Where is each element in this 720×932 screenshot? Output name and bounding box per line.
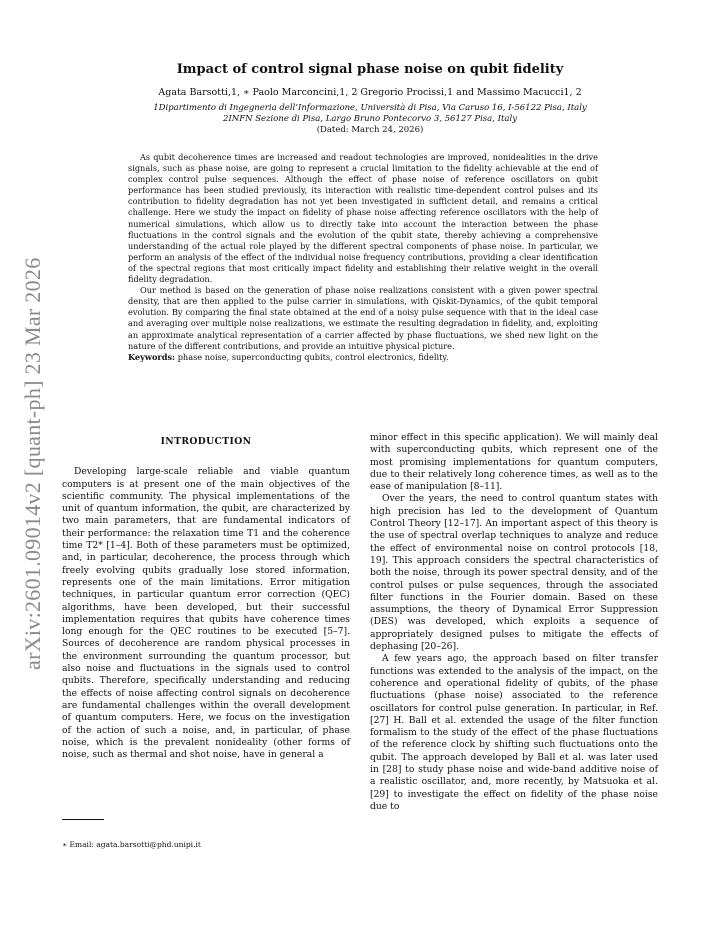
author-list: Agata Barsotti,1, ∗ Paolo Marconcini,1, 2 Gregorio Procissi,1 and Massimo Macucci1, 2 [158, 87, 582, 98]
keywords-text: phase noise, superconducting qubits, control electronics, fidelity. [175, 351, 449, 362]
date-line: (Dated: March 24, 2026) [316, 125, 424, 135]
abstract-paragraph-2: Our method is based on the generation of phase noise realizations consistent with a given power spectral density, that are then applied to the pulse carrier in simulations, with Qiskit-Dynamics, of the qubit temporal evolution. By comparing the final state obtained at the end of a noisy pulse sequence with that in the ideal case and averaging over multiple noise realizations, we estimate the resulting degradation in fidelity, and, exploiting an approximate analytical representation of a carrier affected by phase fluctuations, we shed new light on the nature of the different contributions, and provide an intuitive physical picture. [128, 285, 598, 351]
affiliation-1: 1Dipartimento di Ingegneria dell’Informazione, Università di Pisa, Via Caruso 16, I-56122 Pisa, Italy [153, 103, 587, 113]
paper-title: Impact of control signal phase noise on qubit fidelity [176, 62, 564, 77]
intro-paragraph-2: Over the years, the need to control quantum states with high precision has led to the development of Quantum Control Theory [12–17]. An important aspect of this theory is the use of spectral overlap techniques to analyze and reduce the effect of environmental noise on control protocols [18, 19]. This approach considers the spectral characteristics of both the noise, through its power spectral density, and of the control pulses or pulse sequences, through the associated filter functions in the Fourier domain. Based on these assumptions, the theory of Dynamical Error Suppression (DES) was developed, which exploits a sequence of appropriately designed pulses to mitigate the effects of dephasing [20–26]. [370, 493, 658, 653]
abstract [128, 152, 598, 363]
left-column [62, 432, 350, 761]
paper-header [110, 62, 630, 136]
keywords-label: Keywords: [128, 351, 176, 362]
section-heading-introduction: INTRODUCTION [160, 436, 252, 447]
arxiv-identifier: arXiv:2601.09014v2 [quant-ph] 23 Mar 2026 [20, 257, 45, 670]
intro-paragraph-continued: minor effect in this specific application). We will mainly deal with superconducting qubits, which represent one of the most promising implementations for quantum computers, due to their relatively long coherence times, as well as to the ease of manipulation [8–11]. [370, 432, 658, 493]
abstract-paragraph-1: As qubit decoherence times are increased and readout technologies are improved, nonidealities in the drive signals, such as phase noise, are going to represent a crucial limitation to the fidelity achievable at the end of complex control pulse sequences. Although the effect of phase noise of reference oscillators on qubit performance has been studied previously, its interaction with realistic time-dependent control pulses and its contribution to fidelity degradation has not yet been investigated in sufficient detail, and remains a critical challenge. Here we study the impact on fidelity of phase noise affecting reference oscillators with the help of numerical simulations, which allow us to directly take into account the interaction between the phase fluctuations in the control signals and the evolution of the qubit state, thereby achieving a comprehensive understanding of the actual role played by the different spectral components of phase noise. In particular, we perform an analysis of the effect of the individual noise frequency contributions, providing a clear identification of the spectral regions that most critically impact fidelity and establishing their relative weight in the overall fidelity degradation. [128, 152, 598, 285]
intro-paragraph-1: Developing large-scale reliable and viable quantum computers is at present one of the main objectives of the scientific community. The physical implementations of the unit of quantum information, the qubit, are characterized by two main parameters, that are fundamental indicators of their performance: the relaxation time T1 and the coherence time T2* [1–4]. Both of these parameters must be optimized, and, in particular, decoherence, the process through which freely evolving qubits gradually lose stored information, represents one of the main limitations. Error mitigation techniques, in particular quantum error correction (QEC) algorithms, have been developed, but their successful implementation requires that qubits have coherence times long enough for the QEC routines to be executed [5–7]. Sources of decoherence are random physical processes in the environment surrounding the quantum processor, but also noise and fluctuations in the signals used to control qubits. Therefore, specifically understanding and reducing the effects of noise affecting control signals on decoherence are fundamental challenges within the overall development of quantum computers. Here, we focus on the investigation of the action of such a noise, and, in particular, of phase noise, which is the prevalent nonideality (other forms of noise, such as thermal and shot noise, have in general a [62, 466, 350, 761]
footnote-divider [62, 819, 104, 820]
keywords-line [128, 352, 598, 363]
intro-paragraph-3: A few years ago, the approach based on filter transfer functions was extended to the analysis of the impact, on the coherence and operational fidelity of qubits, of the phase fluctuations (phase noise) associated to the reference oscillators for control pulse generation. In particular, in Ref. [27] H. Ball et al. extended the usage of the filter function formalism to the study of the effect of the phase fluctuations of the reference clock by shifting such fluctuations onto the qubit. The approach developed by Ball et al. was later used in [28] to study phase noise and wide-band additive noise of a realistic oscillator, and, more recently, by Matsuoka et al. [29] to investigate the effect on fidelity of the phase noise due to [370, 653, 658, 812]
affiliation-2: 2INFN Sezione di Pisa, Largo Bruno Pontecorvo 3, 56127 Pisa, Italy [222, 114, 518, 124]
right-column [370, 432, 658, 813]
footnote-email: ∗ Email: agata.barsotti@phd.unipi.it [62, 840, 201, 849]
